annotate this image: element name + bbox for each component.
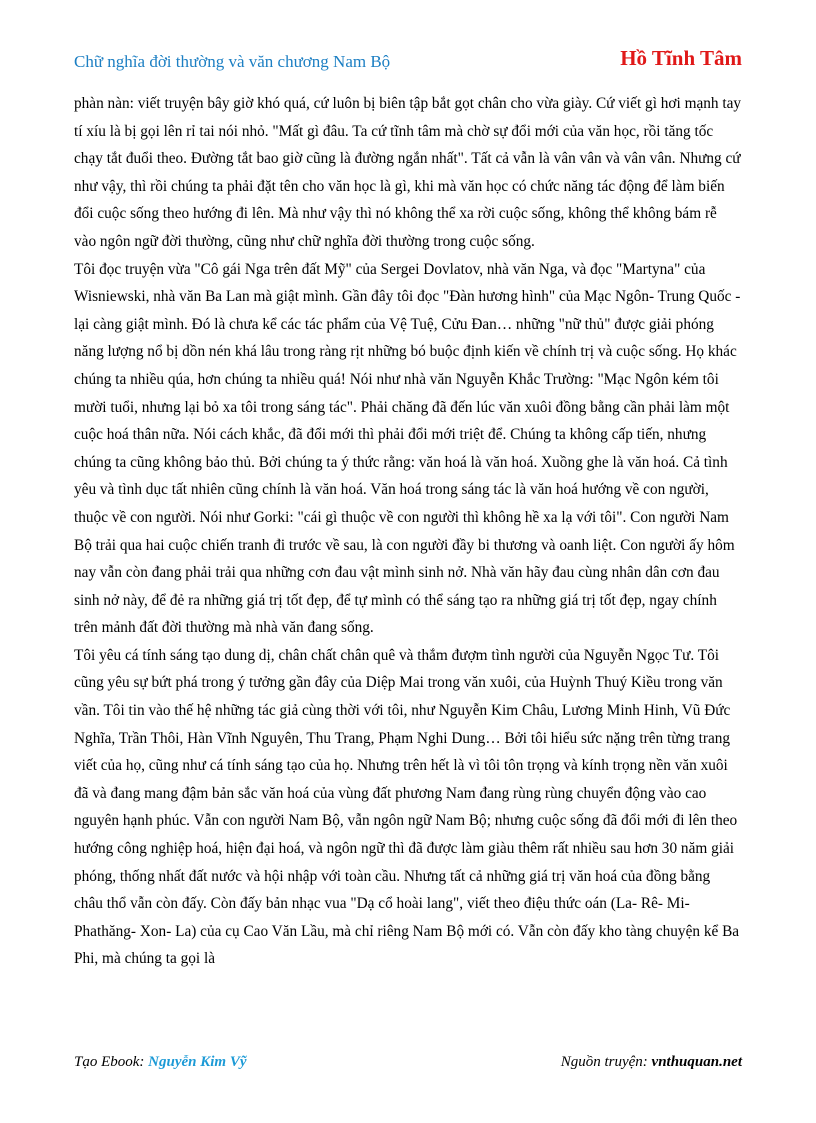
paragraph: phàn nàn: viết truyện bây giờ khó quá, cứ luôn bị biên tập bắt gọt chân cho vừa giày. Cứ viết gì hơi mạnh tay tí xíu là bị gọi lên rỉ tai nói nhỏ. "Mất gì đâu. Ta cứ tĩnh tâm mà chờ sự đổi mới của văn học, rồi tăng tốc chạy tắt đuổi theo. Đường tắt bao giờ cũng là đường ngắn nhất". Tất cả vẫn là vân vân và vân vân. Nhưng cứ như vậy, thì rồi chúng ta phải đặt tên cho văn học là gì, khi mà văn học có chức năng tác động để làm biến đổi cuộc sống theo hướng đi lên. Mà như vậy thì nó không thể xa rời cuộc sống, không thể không bám rễ vào ngôn ngữ đời thường, cũng như chữ nghĩa đời thường trong cuộc sống. — [74, 95, 742, 250]
source-label: Nguồn truyện — [560, 1054, 643, 1070]
paragraph: Tôi yêu cá tính sáng tạo dung dị, chân chất chân quê và thắm đượm tình người của Nguyễn Ngọc Tư. Tôi cũng yêu sự bứt phá trong ý tưởng gần đây của Diệp Mai trong văn xuôi, của Huỳnh Thuý Kiều trong văn vần. Tôi tin vào thế hệ những tác giả cùng thời với tôi, như Nguyễn Kim Châu, Lương Minh Hinh, Vũ Đức Nghĩa, Trần Thôi, Hàn Vĩnh Nguyên, Thu Trang, Phạm Nghi Dung… Bởi tôi hiểu sức nặng trên từng trang viết của họ, cũng như cá tính sáng tạo của họ. Nhưng trên hết là vì tôi tôn trọng và kính trọng nền văn xuôi đã và đang mang đậm bản sắc văn hoá của vùng đất phương Nam đang rùng rùng chuyển động vào cao nguyên hạnh phúc. Vẫn con người Nam Bộ, vẫn ngôn ngữ Nam Bộ; nhưng cuộc sống đã đổi mới đi lên theo hướng công nghiệp hoá, hiện đại hoá, và ngôn ngữ thì đã được làm giàu thêm rất nhiều sau hơn 30 năm giải phóng, thống nhất đất nước và hội nhập với toàn cầu. Nhưng tất cả những giá trị văn hoá của đồng bằng châu thổ vẫn còn đấy. Còn đấy bản nhạc vua "Dạ cổ hoài lang", viết theo điệu thức oán (La- Rê- Mi- Phathăng- Xon- La) của cụ Cao Văn Lầu, mà chỉ riêng Nam Bộ mới có. Vẫn còn đấy kho tàng chuyện kể Ba Phi, mà chúng ta gọi là — [74, 646, 740, 968]
source-credit — [561, 1054, 742, 1071]
ebook-label: Tạo Ebook — [74, 1054, 140, 1070]
author-name: Hồ Tĩnh Tâm — [620, 46, 742, 70]
ebook-creator-name: Nguyễn Kim Vỹ — [148, 1054, 247, 1070]
paragraph: Tôi đọc truyện vừa "Cô gái Nga trên đất Mỹ" của Sergei Dovlatov, nhà văn Nga, và đọc "Martyna" của Wisniewski, nhà văn Ba Lan mà giật mình. Gần đây tôi đọc "Đàn hương hình" của Mạc Ngôn- Trung Quốc - lại càng giật mình. Đó là chưa kể các tác phẩm của Vệ Tuệ, Cửu Đan… những "nữ thủ" được giải phóng năng lượng nổ bị dồn nén khá lâu trong ràng rịt những bó buộc định kiến về chính trị và cuộc sống. Họ khác chúng ta nhiều qúa, hơn chúng ta nhiều quá! Nói như nhà văn Nguyễn Khắc Trường: "Mạc Ngôn kém tôi mười tuổi, nhưng lại bỏ xa tôi trong sáng tác". Phải chăng đã đến lúc văn xuôi đồng bằng cần phải làm một cuộc hoá thân nữa. Nói cách khắc, đã đổi mới thì phải đổi mới triệt để. Chúng ta không cấp tiến, nhưng chúng ta cũng không bảo thủ. Bởi chúng ta ý thức rằng: văn hoá là văn hoá. Xuồng ghe là văn hoá. Cả tình yêu và tình dục tất nhiên cũng chính là văn hoá. Văn hoá trong sáng tác là văn hoá hướng về con người, thuộc về con người. Nói như Gorki: "cái gì thuộc về con người thì không hề xa lạ với tôi". Con người Nam Bộ trải qua hai cuộc chiến tranh đi trước về sau, là con người đầy bi thương và oanh liệt. Con người ấy hôm nay vẫn còn đang phải trải qua những cơn đau vật mình sinh nở. Nhà văn hãy đau cùng nhân dân cơn đau sinh nở này, để đẻ ra những giá trị tốt đẹp, để tự mình có thể sáng tạo ra những giá trị tốt đẹp, ngay chính trên mảnh đất đời thường mà nhà văn đang sống. — [74, 260, 741, 637]
page-header — [74, 46, 742, 80]
page-footer — [74, 1054, 742, 1078]
ebook-separator: : — [139, 1054, 149, 1070]
book-title: Chữ nghĩa đời thường và văn chương Nam Bộ — [74, 52, 391, 71]
ebook-credit — [74, 1054, 247, 1071]
body-text — [74, 90, 742, 973]
source-site-name: vnthuquan.net — [651, 1054, 742, 1070]
source-separator: : — [642, 1054, 652, 1070]
